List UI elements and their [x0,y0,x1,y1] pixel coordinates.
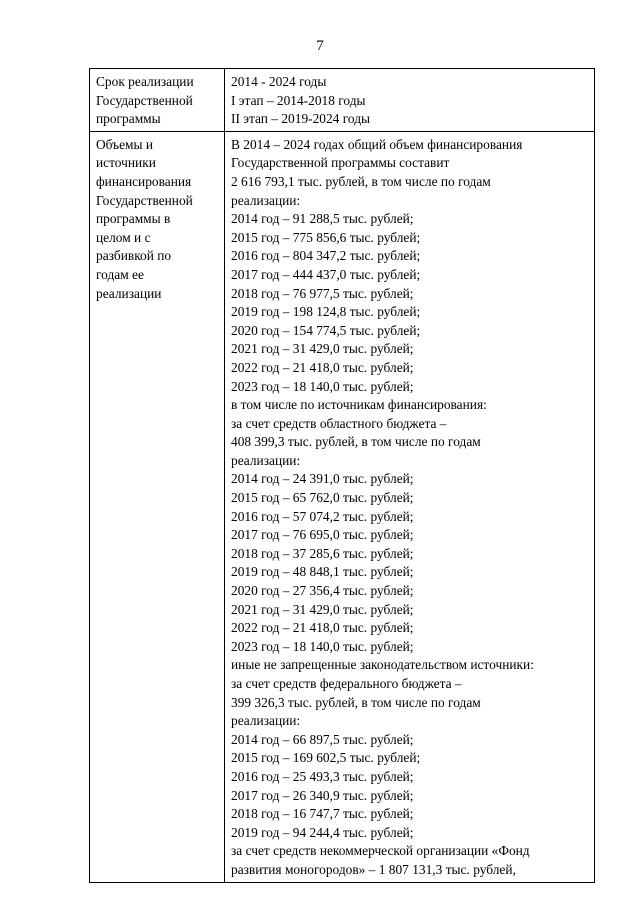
text-line: за счет средств федерального бюджета – [231,676,462,691]
text-line: 2023 год – 18 140,0 тыс. рублей; [231,378,414,394]
text-line: I этап – 2014-2018 годы [231,92,366,108]
text-line: 2017 год – 26 340,9 тыс. рублей; [231,787,414,803]
text-line: 2018 год – 37 285,6 тыс. рублей; [231,545,414,561]
text-line: развития моногородов» – 1 807 131,3 тыс. рублей, [231,861,516,877]
text-line: 2021 год – 31 429,0 тыс. рублей; [231,601,414,617]
text-line: 2016 год – 25 493,3 тыс. рублей; [231,768,414,784]
text-line: 399 326,3 тыс. рублей, в том числе по годам [231,694,481,710]
text-line: 2 616 793,1 тыс. рублей, в том числе по годам [231,173,491,189]
text-line: 2014 год – 24 391,0 тыс. рублей; [231,471,414,487]
text-line: 2018 год – 16 747,7 тыс. рублей; [231,806,414,822]
text-line: 408 399,3 тыс. рублей, в том числе по годам [231,434,481,450]
text-line: 2021 год – 31 429,0 тыс. рублей; [231,341,414,357]
table-row-funding [90,131,595,882]
text-line: 2019 год – 48 848,1 тыс. рублей; [231,564,414,580]
text-line: за счет средств областного бюджета – [231,415,447,431]
program-passport-table [89,68,595,883]
text-line: 2017 год – 444 437,0 тыс. рублей; [231,266,421,282]
text-line: 2014 год – 66 897,5 тыс. рублей; [231,731,414,747]
text-line: 2022 год – 21 418,0 тыс. рублей; [231,359,414,375]
text-line: II этап – 2019-2024 годы [231,111,370,127]
text-line: Государственной [96,92,193,108]
value-cell-funding [225,131,595,882]
page-number: 7 [316,38,324,54]
text-line: 2022 год – 21 418,0 тыс. рублей; [231,620,414,636]
text-line: разбивкой по [96,248,172,264]
text-line: 2019 год – 94 244,4 тыс. рублей; [231,824,414,840]
text-line: программы в [96,211,171,227]
text-line: 2018 год – 76 977,5 тыс. рублей; [231,285,414,301]
text-line: реализации [96,285,162,301]
text-line: в том числе по источникам финансирования: [231,397,487,413]
text-line: 2023 год – 18 140,0 тыс. рублей; [231,638,414,654]
label-cell-funding [90,131,225,882]
text-line: целом и с [96,229,151,245]
text-line: 2014 год – 91 288,5 тыс. рублей; [231,211,414,227]
text-line: Государственной программы составит [231,155,450,171]
text-line: реализации: [231,192,301,208]
text-line: реализации: [231,713,301,729]
text-line: 2017 год – 76 695,0 тыс. рублей; [231,527,414,543]
text-line: Срок реализации [96,74,194,89]
text-line: 2014 - 2024 годы [231,74,327,89]
text-line: 2015 год – 65 762,0 тыс. рублей; [231,490,414,506]
text-line: Объемы и [96,136,154,152]
value-cell-term [225,69,595,132]
text-line: программы [96,111,161,127]
text-line: 2015 год – 169 602,5 тыс. рублей; [231,750,421,766]
text-line: В 2014 – 2024 годах общий объем финансирования [231,136,523,152]
text-line: 2019 год – 198 124,8 тыс. рублей; [231,304,421,320]
text-line: годам ее [96,266,144,282]
text-line: финансирования [96,173,192,189]
text-line: за счет средств некоммерческой организации «Фонд [231,843,530,859]
text-line: Государственной [96,192,193,208]
text-line: иные не запрещенные законодательством источники: [231,657,534,673]
text-line: реализации: [231,452,301,468]
text-line: 2020 год – 27 356,4 тыс. рублей; [231,583,414,599]
text-line: 2016 год – 804 347,2 тыс. рублей; [231,248,421,264]
text-line: 2020 год – 154 774,5 тыс. рублей; [231,322,421,338]
table-row-term [90,69,595,132]
text-line: источники [96,155,156,171]
label-cell-term [90,69,225,132]
text-line: 2015 год – 775 856,6 тыс. рублей; [231,229,421,245]
text-line: 2016 год – 57 074,2 тыс. рублей; [231,508,414,524]
